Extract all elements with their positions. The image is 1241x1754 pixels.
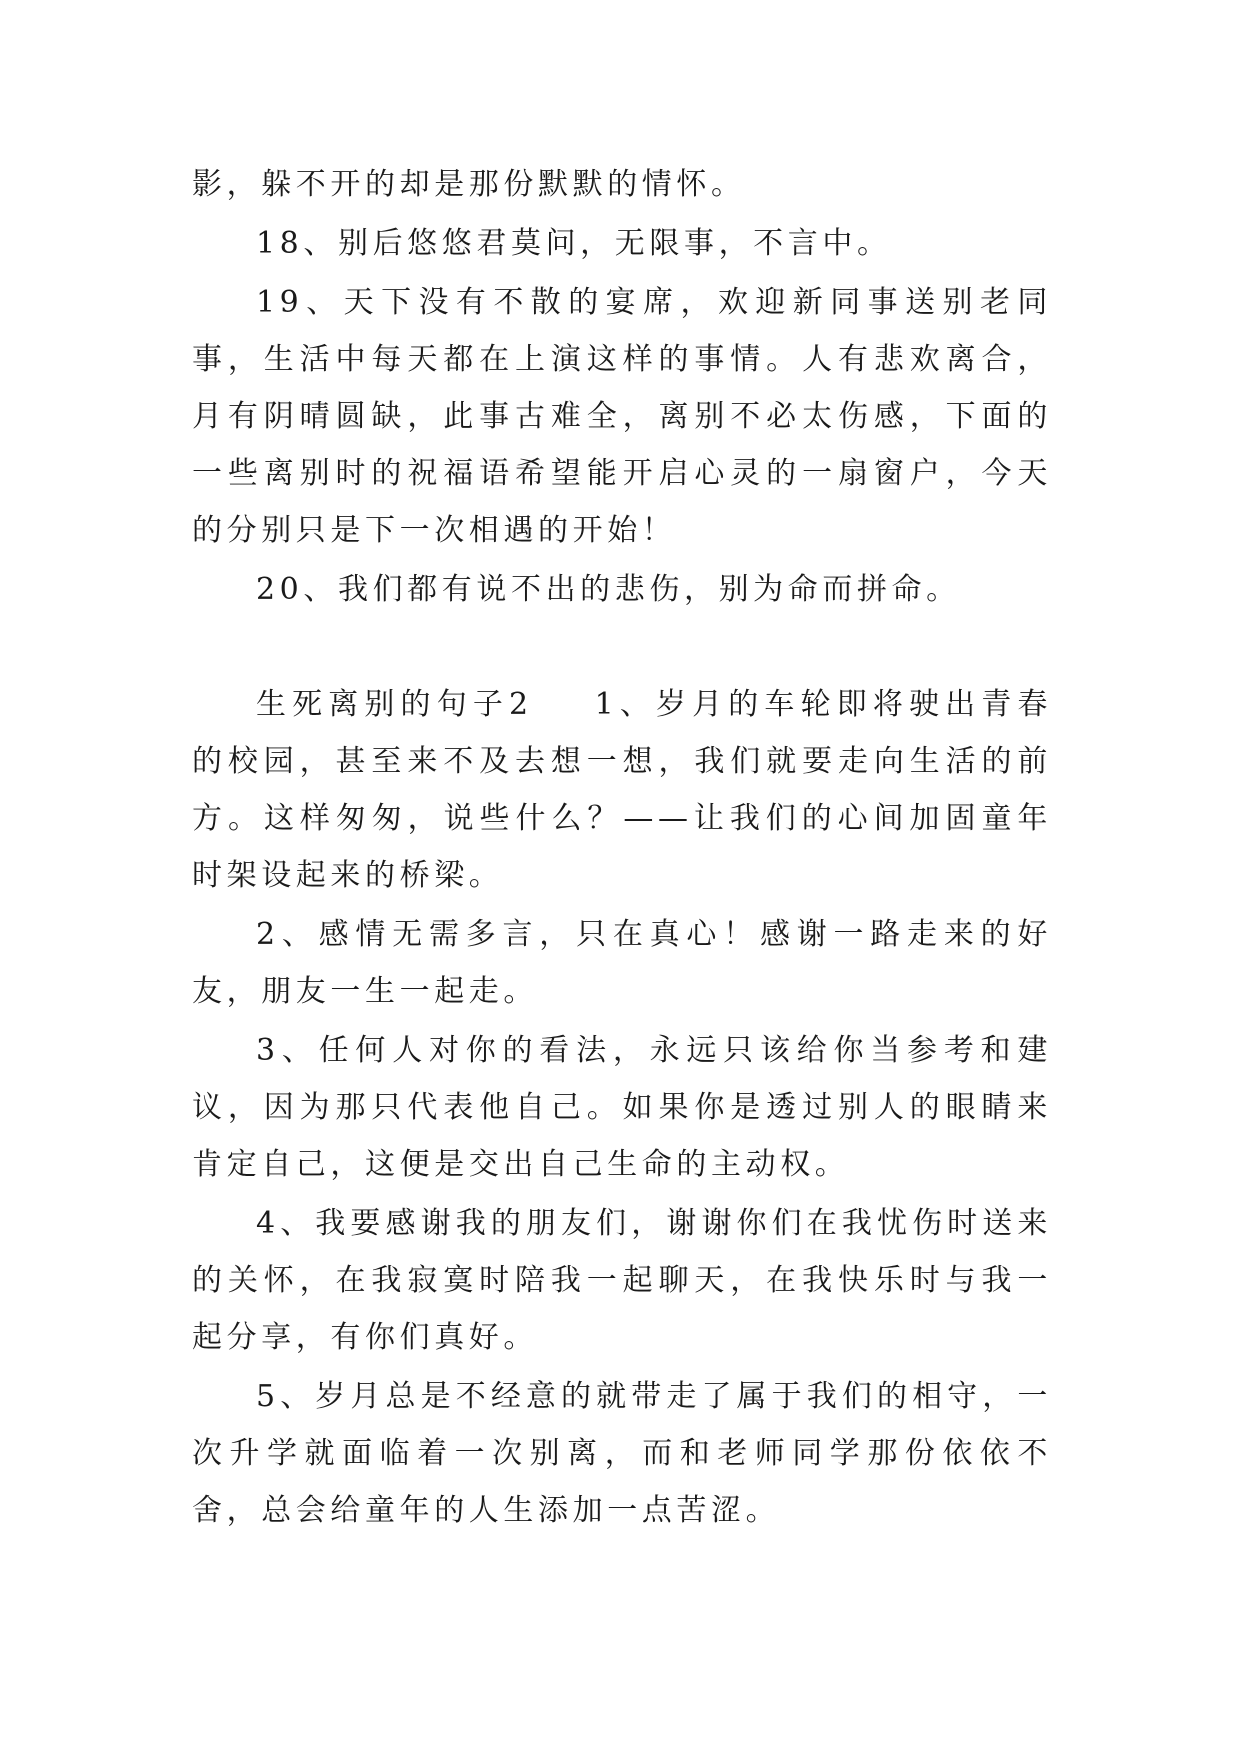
paragraph-item-19: 19、天下没有不散的宴席，欢迎新同事送别老同事，生活中每天都在上演这样的事情。人有悲欢离合，月有阴晴圆缺，此事古难全，离别不必太伤感，下面的一些离别时的祝福语希望能开启心灵的一扇窗户，今天的分别只是下一次相遇的开始！	[192, 285, 1052, 548]
paragraph-item-4: 4、我要感谢我的朋友们，谢谢你们在我忧伤时送来的关怀，在我寂寞时陪我一起聊天，在我快乐时与我一起分享，有你们真好。	[192, 1206, 1052, 1355]
paragraph-item-5: 5、岁月总是不经意的就带走了属于我们的相守，一次升学就面临着一次别离，而和老师同学那份依依不舍，总会给童年的人生添加一点苦涩。	[192, 1379, 1052, 1528]
paragraph-item-18: 18、别后悠悠君莫问，无限事，不言中。	[256, 226, 892, 261]
paragraph-continuation: 影，躲不开的却是那份默默的情怀。	[192, 167, 746, 202]
paragraph-section-2-start	[192, 676, 1052, 904]
paragraph-item-1: 1、岁月的车轮即将驶出青春的校园，甚至来不及去想一想，我们就要走向生活的前方。这样匆匆，说些什么？——让我们的心间加固童年时架设起来的桥梁。	[192, 687, 1052, 893]
paragraph-item-20: 20、我们都有说不出的悲伤，别为命而拼命。	[256, 572, 961, 607]
section-title: 生死离别的句子2	[256, 687, 533, 722]
document-body	[192, 156, 1052, 1539]
paragraph-item-2: 2、感情无需多言，只在真心！感谢一路走来的好友，朋友一生一起走。	[192, 917, 1052, 1009]
paragraph-item-3: 3、任何人对你的看法，永远只该给你当参考和建议，因为那只代表他自己。如果你是透过别人的眼睛来肯定自己，这便是交出自己生命的主动权。	[192, 1033, 1052, 1182]
